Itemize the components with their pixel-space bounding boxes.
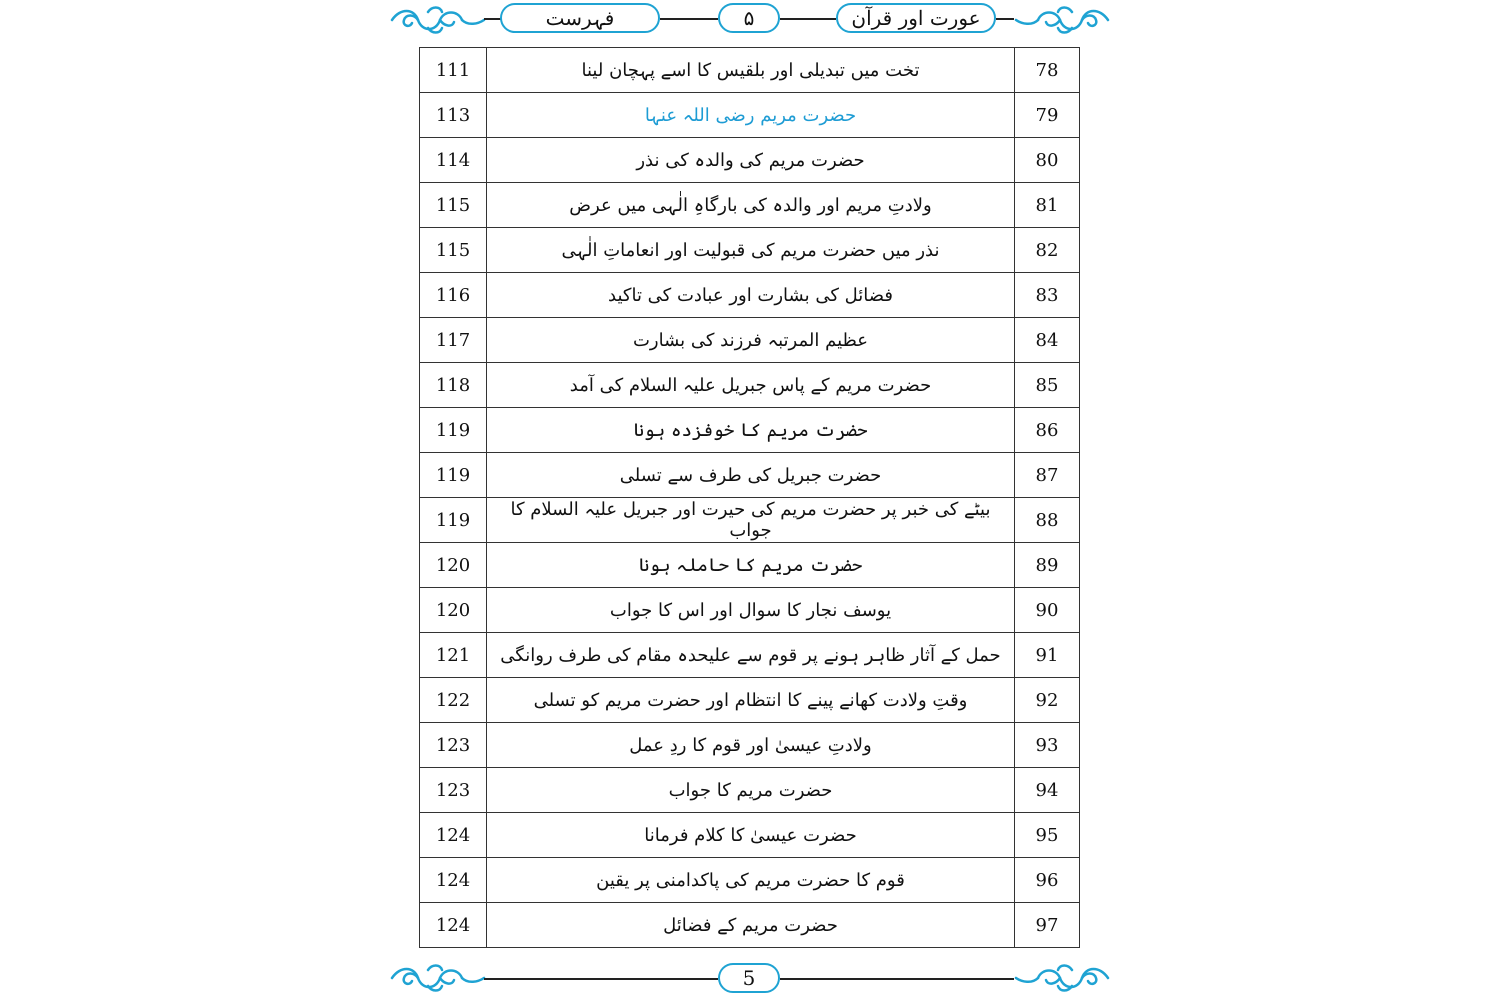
footer-page-number: 5 — [718, 963, 780, 993]
toc-number: 84 — [1015, 318, 1080, 363]
toc-row — [420, 183, 1080, 228]
toc-row — [420, 408, 1080, 453]
toc-row — [420, 543, 1080, 588]
toc-row — [420, 588, 1080, 633]
footer-left-ornament-icon — [388, 962, 488, 994]
toc-page: 124 — [420, 903, 487, 948]
toc-page: 124 — [420, 858, 487, 903]
toc-title: حضرت مریم کی والدہ کی نذر — [487, 138, 1015, 183]
toc-number: 97 — [1015, 903, 1080, 948]
toc-title: بیٹے کی خبر پر حضرت مریم کی حیرت اور جبریل علیہ السلام کا جواب — [487, 498, 1015, 543]
toc-page: 118 — [420, 363, 487, 408]
toc-page: 123 — [420, 723, 487, 768]
toc-number: 82 — [1015, 228, 1080, 273]
toc-number: 86 — [1015, 408, 1080, 453]
toc-number: 83 — [1015, 273, 1080, 318]
toc-page: 119 — [420, 498, 487, 543]
toc-title: وقتِ ولادت کھانے پینے کا انتظام اور حضرت مریم کو تسلی — [487, 678, 1015, 723]
toc-number: 78 — [1015, 48, 1080, 93]
toc-number: 90 — [1015, 588, 1080, 633]
toc-title: قوم کا حضرت مریم کی پاکدامنی پر یقین — [487, 858, 1015, 903]
toc-page: 119 — [420, 408, 487, 453]
toc-row — [420, 228, 1080, 273]
toc-title: تخت میں تبدیلی اور بلقیس کا اسے پہچان لینا — [487, 48, 1015, 93]
toc-number: 94 — [1015, 768, 1080, 813]
toc-number: 87 — [1015, 453, 1080, 498]
toc-row — [420, 363, 1080, 408]
toc-number: 81 — [1015, 183, 1080, 228]
toc-row — [420, 453, 1080, 498]
toc-row — [420, 858, 1080, 903]
toc-number: 79 — [1015, 93, 1080, 138]
toc-title: یوسف نجار کا سوال اور اس کا جواب — [487, 588, 1015, 633]
toc-page: 121 — [420, 633, 487, 678]
toc-page: 119 — [420, 453, 487, 498]
toc-title: حضرت جبریل کی طرف سے تسلی — [487, 453, 1015, 498]
toc-row — [420, 678, 1080, 723]
toc-number: 91 — [1015, 633, 1080, 678]
toc-title: حضرت مریم رضی اللہ عنہا — [487, 93, 1015, 138]
footer-right-ornament-icon — [1012, 962, 1112, 994]
toc-title: حضرت مریم کے پاس جبریل علیہ السلام کی آمد — [487, 363, 1015, 408]
toc-number: 89 — [1015, 543, 1080, 588]
toc-title: حضرت مریم کا حاملہ ہونا — [487, 543, 1015, 588]
toc-page: 123 — [420, 768, 487, 813]
footer-rule-left — [484, 978, 718, 980]
toc-row — [420, 903, 1080, 948]
toc-table — [419, 47, 1080, 948]
toc-page: 115 — [420, 228, 487, 273]
book-title: عورت اور قرآن — [836, 3, 996, 33]
toc-row — [420, 93, 1080, 138]
toc-number: 85 — [1015, 363, 1080, 408]
toc-title: حمل کے آثار ظاہر ہونے پر قوم سے علیحدہ مقام کی طرف روانگی — [487, 633, 1015, 678]
toc-row — [420, 633, 1080, 678]
right-ornament-icon — [1012, 4, 1112, 36]
toc-page: 120 — [420, 588, 487, 633]
toc-row — [420, 273, 1080, 318]
toc-row — [420, 723, 1080, 768]
toc-page: 115 — [420, 183, 487, 228]
toc-page: 114 — [420, 138, 487, 183]
toc-title: حضرت مریم کا جواب — [487, 768, 1015, 813]
toc-row — [420, 768, 1080, 813]
header-rule-mid1 — [660, 18, 718, 20]
toc-number: 80 — [1015, 138, 1080, 183]
toc-title: نذر میں حضرت مریم کی قبولیت اور انعاماتِ الٰہی — [487, 228, 1015, 273]
toc-row — [420, 138, 1080, 183]
toc-title: ولادتِ عیسیٰ اور قوم کا ردِ عمل — [487, 723, 1015, 768]
toc-title: حضرت مریم کے فضائل — [487, 903, 1015, 948]
page-footer — [0, 958, 1500, 998]
toc-page: 124 — [420, 813, 487, 858]
toc-row — [420, 48, 1080, 93]
toc-title: عظیم المرتبہ فرزند کی بشارت — [487, 318, 1015, 363]
header-page-number: ۵ — [718, 3, 780, 33]
toc-row — [420, 318, 1080, 363]
toc-page: 117 — [420, 318, 487, 363]
toc-title: فضائل کی بشارت اور عبادت کی تاکید — [487, 273, 1015, 318]
toc-number: 95 — [1015, 813, 1080, 858]
toc-row — [420, 813, 1080, 858]
toc-number: 96 — [1015, 858, 1080, 903]
footer-rule-right — [780, 978, 1014, 980]
toc-row — [420, 498, 1080, 543]
toc-number: 88 — [1015, 498, 1080, 543]
toc-number: 92 — [1015, 678, 1080, 723]
toc-title: حضرت مریم کا خوفزدہ ہونا — [487, 408, 1015, 453]
toc-page: 111 — [420, 48, 487, 93]
section-title: فہرست — [500, 3, 660, 33]
toc-page: 116 — [420, 273, 487, 318]
toc-page: 122 — [420, 678, 487, 723]
toc-number: 93 — [1015, 723, 1080, 768]
left-ornament-icon — [388, 4, 488, 36]
toc-page: 113 — [420, 93, 487, 138]
toc-page: 120 — [420, 543, 487, 588]
toc-title: حضرت عیسیٰ کا کلام فرمانا — [487, 813, 1015, 858]
header-rule-mid2 — [780, 18, 836, 20]
page-header — [0, 0, 1500, 40]
toc-title: ولادتِ مریم اور والدہ کی بارگاہِ الٰہی میں عرض — [487, 183, 1015, 228]
